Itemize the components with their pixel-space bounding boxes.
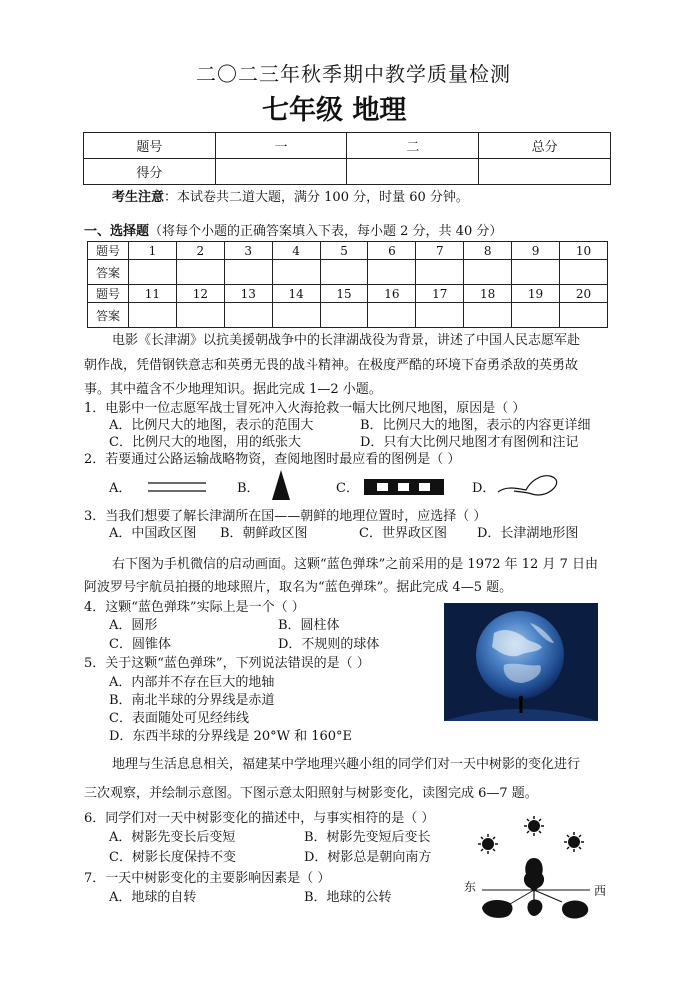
answer-row-label: 答案: [88, 303, 129, 328]
question-stem: 5．关于这颗“蓝色弹珠”，下列说法错误的是（ ）: [84, 656, 370, 671]
option-a: A．中国政区图: [109, 526, 197, 541]
option-a: A．树影先变长后变短: [109, 830, 236, 845]
question-number-cell: 7: [416, 242, 464, 260]
answer-row-label: 答案: [88, 260, 129, 285]
score-input-cell[interactable]: [479, 159, 611, 185]
exam-notice: [112, 190, 469, 206]
sun-icon: [478, 834, 498, 854]
option-b: B．圆柱体: [278, 618, 340, 633]
option-c: C．世界政区图: [359, 526, 447, 541]
option-b: B．南北半球的分界线是赤道: [109, 693, 275, 708]
answer-cell[interactable]: [272, 303, 320, 328]
answer-cell[interactable]: [176, 260, 224, 285]
question-stem: 3．当我们想要了解长津湖所在国——朝鲜的地理位置时，应选择（ ）: [84, 509, 487, 524]
answer-cell[interactable]: [512, 260, 560, 285]
option-c: C．: [336, 481, 359, 496]
section-heading: [84, 224, 502, 240]
question-number-cell: 17: [416, 285, 464, 303]
option-c: C．比例尺大的地图，用的纸张大: [109, 435, 301, 450]
answer-cell[interactable]: [368, 303, 416, 328]
tree-icon: [524, 858, 544, 892]
exam-subtitle: 七年级 地理: [262, 95, 407, 126]
answer-cell[interactable]: [464, 260, 512, 285]
section-desc: （将每个小题的正确答案填入下表，每小题 2 分，共 40 分）: [149, 224, 503, 239]
answer-row-label: 题号: [88, 242, 129, 260]
question-number-cell: 10: [560, 242, 608, 260]
question-number-cell: 15: [320, 285, 368, 303]
answer-cell[interactable]: [129, 303, 177, 328]
passage-line: 事。其中蕴含不少地理知识。据此完成 1—2 小题。: [84, 382, 382, 397]
option-b: B．树影先变短后变长: [304, 830, 431, 845]
answer-table: [87, 241, 608, 328]
blue-marble-earth-image: [444, 603, 598, 721]
tree-shadow-shape: [482, 900, 513, 918]
answer-cell[interactable]: [320, 260, 368, 285]
notice-label: 考生注意: [112, 190, 165, 205]
question-stem: 7．一天中树影变化的主要影响因素是（ ）: [84, 871, 331, 886]
tree-shadow-shape: [562, 901, 588, 919]
answer-number-row: [88, 242, 608, 260]
score-cell: 得分: [84, 159, 216, 185]
question-stem: 1．电影中一位志愿军战士冒死冲入火海抢救一幅大比例尺地图，原因是（ ）: [84, 401, 526, 416]
score-cell: 题号: [84, 133, 216, 159]
answer-cell[interactable]: [560, 260, 608, 285]
option-a: A．比例尺大的地图，表示的范围大: [109, 418, 314, 433]
passage-line: 阿波罗号宇航员拍摄的地球照片，取名为“蓝色弹珠”。据此完成 4—5 题。: [84, 580, 513, 595]
question-number-cell: 19: [512, 285, 560, 303]
option-c: C．树影长度保持不变: [109, 850, 236, 865]
answer-cell[interactable]: [129, 260, 177, 285]
question-number-cell: 14: [272, 285, 320, 303]
answer-cell[interactable]: [560, 303, 608, 328]
passage-line: 右下图为手机微信的启动画面。这颗“蓝色弹珠”之前采用的是 1972 年 12 月 7 日由: [112, 557, 598, 572]
option-c: C．表面随处可见经纬线: [109, 711, 249, 726]
answer-cell[interactable]: [224, 303, 272, 328]
answer-cell[interactable]: [224, 260, 272, 285]
score-cell: 二: [347, 133, 479, 159]
triangle-legend-icon: [268, 468, 294, 502]
score-cell: 一: [215, 133, 347, 159]
sun-icon: [564, 832, 584, 852]
answer-cell[interactable]: [176, 303, 224, 328]
option-a: A．地球的自转: [109, 890, 197, 905]
answer-input-row: [88, 303, 608, 328]
question-number-cell: 6: [368, 242, 416, 260]
curve-legend-icon: [496, 470, 562, 500]
answer-cell[interactable]: [464, 303, 512, 328]
question-number-cell: 20: [560, 285, 608, 303]
score-input-cell[interactable]: [215, 159, 347, 185]
answer-number-row: [88, 285, 608, 303]
option-d: D．东西半球的分界线是 20°W 和 160°E: [109, 729, 353, 744]
east-label: 东: [464, 880, 477, 894]
question-number-cell: 11: [129, 285, 177, 303]
option-a: A．: [109, 481, 132, 496]
sun-icon: [524, 816, 544, 836]
question-number-cell: 5: [320, 242, 368, 260]
option-d: D．只有大比例尺地图才有图例和注记: [360, 435, 579, 450]
question-number-cell: 3: [224, 242, 272, 260]
score-input-cell[interactable]: [347, 159, 479, 185]
question-number-cell: 12: [176, 285, 224, 303]
tree-shadow-shape: [527, 900, 542, 917]
question-number-cell: 8: [464, 242, 512, 260]
option-c: C．圆锥体: [109, 637, 171, 652]
score-table-header-row: [84, 133, 611, 159]
notice-text: ：本试卷共二道大题，满分 100 分，时量 60 分钟。: [164, 190, 469, 205]
answer-cell[interactable]: [320, 303, 368, 328]
west-label: 西: [594, 884, 607, 898]
exam-header-title: 二〇二三年秋季期中教学质量检测: [196, 62, 511, 86]
option-b: B．比例尺大的地图，表示的内容更详细: [360, 418, 591, 433]
passage-line: 朝作战，凭借钢铁意志和英勇无畏的战斗精神。在极度严酷的环境下奋勇杀敌的英勇故: [84, 358, 579, 373]
answer-input-row: [88, 260, 608, 285]
tree-shadow-diagram: [462, 812, 622, 922]
question-number-cell: 4: [272, 242, 320, 260]
section-title: 一、选择题: [84, 224, 150, 239]
question-stem: 6．同学们对一天中树影变化的描述中，与事实相符的是（ ）: [84, 811, 435, 826]
question-number-cell: 13: [224, 285, 272, 303]
question-stem: 4．这颗“蓝色弹珠”实际上是一个（ ）: [84, 600, 305, 615]
answer-cell[interactable]: [368, 260, 416, 285]
score-table: [83, 132, 611, 185]
question-number-cell: 2: [176, 242, 224, 260]
answer-cell[interactable]: [512, 303, 560, 328]
answer-cell[interactable]: [416, 260, 464, 285]
question-number-cell: 18: [464, 285, 512, 303]
option-d: D．: [472, 481, 496, 496]
question-stem: 2．若要通过公路运输战略物资，查阅地图时最应看的图例是（ ）: [84, 452, 461, 467]
question-number-cell: 16: [368, 285, 416, 303]
option-a: A．内部并不存在巨大的地轴: [109, 675, 275, 690]
option-a: A．圆形: [109, 618, 158, 633]
answer-row-label: 题号: [88, 285, 129, 303]
railway-legend-icon: [363, 478, 445, 496]
score-cell: 总分: [479, 133, 611, 159]
option-d: D．长津湖地形图: [477, 526, 579, 541]
question-number-cell: 9: [512, 242, 560, 260]
answer-cell[interactable]: [416, 303, 464, 328]
option-b: B．地球的公转: [304, 890, 392, 905]
passage-line: 三次观察，并绘制示意图。下图示意太阳照射与树影变化，读图完成 6—7 题。: [84, 786, 538, 801]
question-number-cell: 1: [129, 242, 177, 260]
road-legend-icon: [146, 480, 208, 494]
option-d: D．树影总是朝向南方: [304, 850, 432, 865]
option-d: D．不规则的球体: [278, 637, 380, 652]
answer-cell[interactable]: [272, 260, 320, 285]
passage-line: 地理与生活息息相关，福建某中学地理兴趣小组的同学们对一天中树影的变化进行: [112, 757, 581, 772]
score-table-score-row: [84, 159, 611, 185]
passage-line: 电影《长津湖》以抗美援朝战争中的长津湖战役为背景，讲述了中国人民志愿军赴: [112, 333, 581, 348]
option-b: B．朝鲜政区图: [220, 526, 308, 541]
option-b: B．: [237, 481, 260, 496]
